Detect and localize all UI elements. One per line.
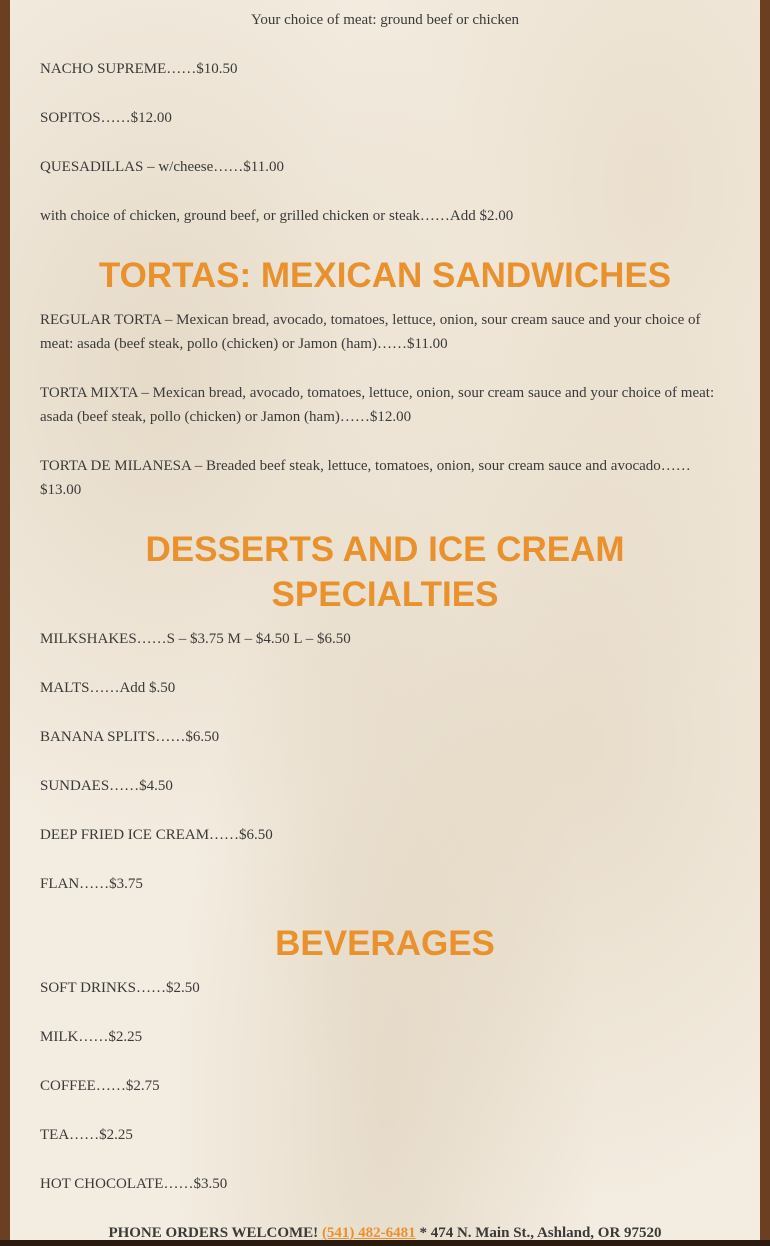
section-title-tortas: TORTAS: MEXICAN SANDWICHES — [98, 256, 672, 295]
menu-item-sopitos: SOPITOS……$12.00 — [40, 110, 172, 126]
menu-item-nacho-supreme: NACHO SUPREME……$10.50 — [40, 61, 238, 77]
menu-item-milkshakes: MILKSHAKES……S – $3.75 M – $4.50 L – $6.50 — [40, 631, 351, 647]
bottom-border — [0, 1240, 770, 1246]
menu-item-hot-chocolate: HOT CHOCOLATE……$3.50 — [40, 1176, 228, 1192]
footer-phone-orders-label: PHONE ORDERS WELCOME! — [108, 1225, 319, 1240]
menu-item-quesadillas: QUESADILLAS – w/cheese……$11.00 — [40, 159, 284, 175]
menu-item-coffee: COFFEE……$2.75 — [40, 1078, 160, 1094]
menu-item-sundaes: SUNDAES……$4.50 — [40, 778, 173, 794]
menu-item-malts: MALTS……Add $.50 — [40, 680, 176, 696]
menu-item-soft-drinks: SOFT DRINKS……$2.50 — [40, 980, 200, 996]
menu-item-torta-milanesa: TORTA DE MILANESA – Breaded beef steak, lettuce, tomatoes, onion, sour cream sauce and avocado……$13.00 — [40, 458, 691, 498]
menu-item-quesadillas-addon: with choice of chicken, ground beef, or grilled chicken or steak……Add $2.00 — [40, 208, 514, 224]
footer-address: * 474 N. Main St., Ashland, OR 97520 — [419, 1225, 662, 1240]
menu-item-regular-torta: REGULAR TORTA – Mexican bread, avocado, tomatoes, lettuce, onion, sour cream sauce and your choice of meat: asada (beef steak, pollo (chicken) or Jamon (ham)……$11.00 — [40, 312, 701, 352]
section-title-desserts-line1: DESSERTS AND ICE CREAM — [145, 530, 625, 569]
section-title-desserts-line2: SPECIALTIES — [271, 575, 499, 614]
footer-contact — [40, 1221, 730, 1240]
menu-item-banana-splits: BANANA SPLITS……$6.50 — [40, 729, 220, 745]
menu-item-deep-fried-ice-cream: DEEP FRIED ICE CREAM……$6.50 — [40, 827, 273, 843]
menu-item-torta-mixta: TORTA MIXTA – Mexican bread, avocado, tomatoes, lettuce, onion, sour cream sauce and your choice of meat: asada (beef steak, pollo (chicken) or Jamon (ham)……$12.00 — [40, 385, 715, 425]
menu-item-flan: FLAN……$3.75 — [40, 876, 143, 892]
section-title-beverages: BEVERAGES — [275, 924, 495, 963]
meat-choice-note: Your choice of meat: ground beef or chicken — [251, 12, 519, 28]
menu-item-tea: TEA……$2.25 — [40, 1127, 133, 1143]
menu-page — [10, 0, 760, 1240]
section-title-desserts — [40, 527, 730, 617]
menu-item-milk: MILK……$2.25 — [40, 1029, 143, 1045]
phone-link[interactable]: (541) 482-6481 — [321, 1225, 416, 1240]
